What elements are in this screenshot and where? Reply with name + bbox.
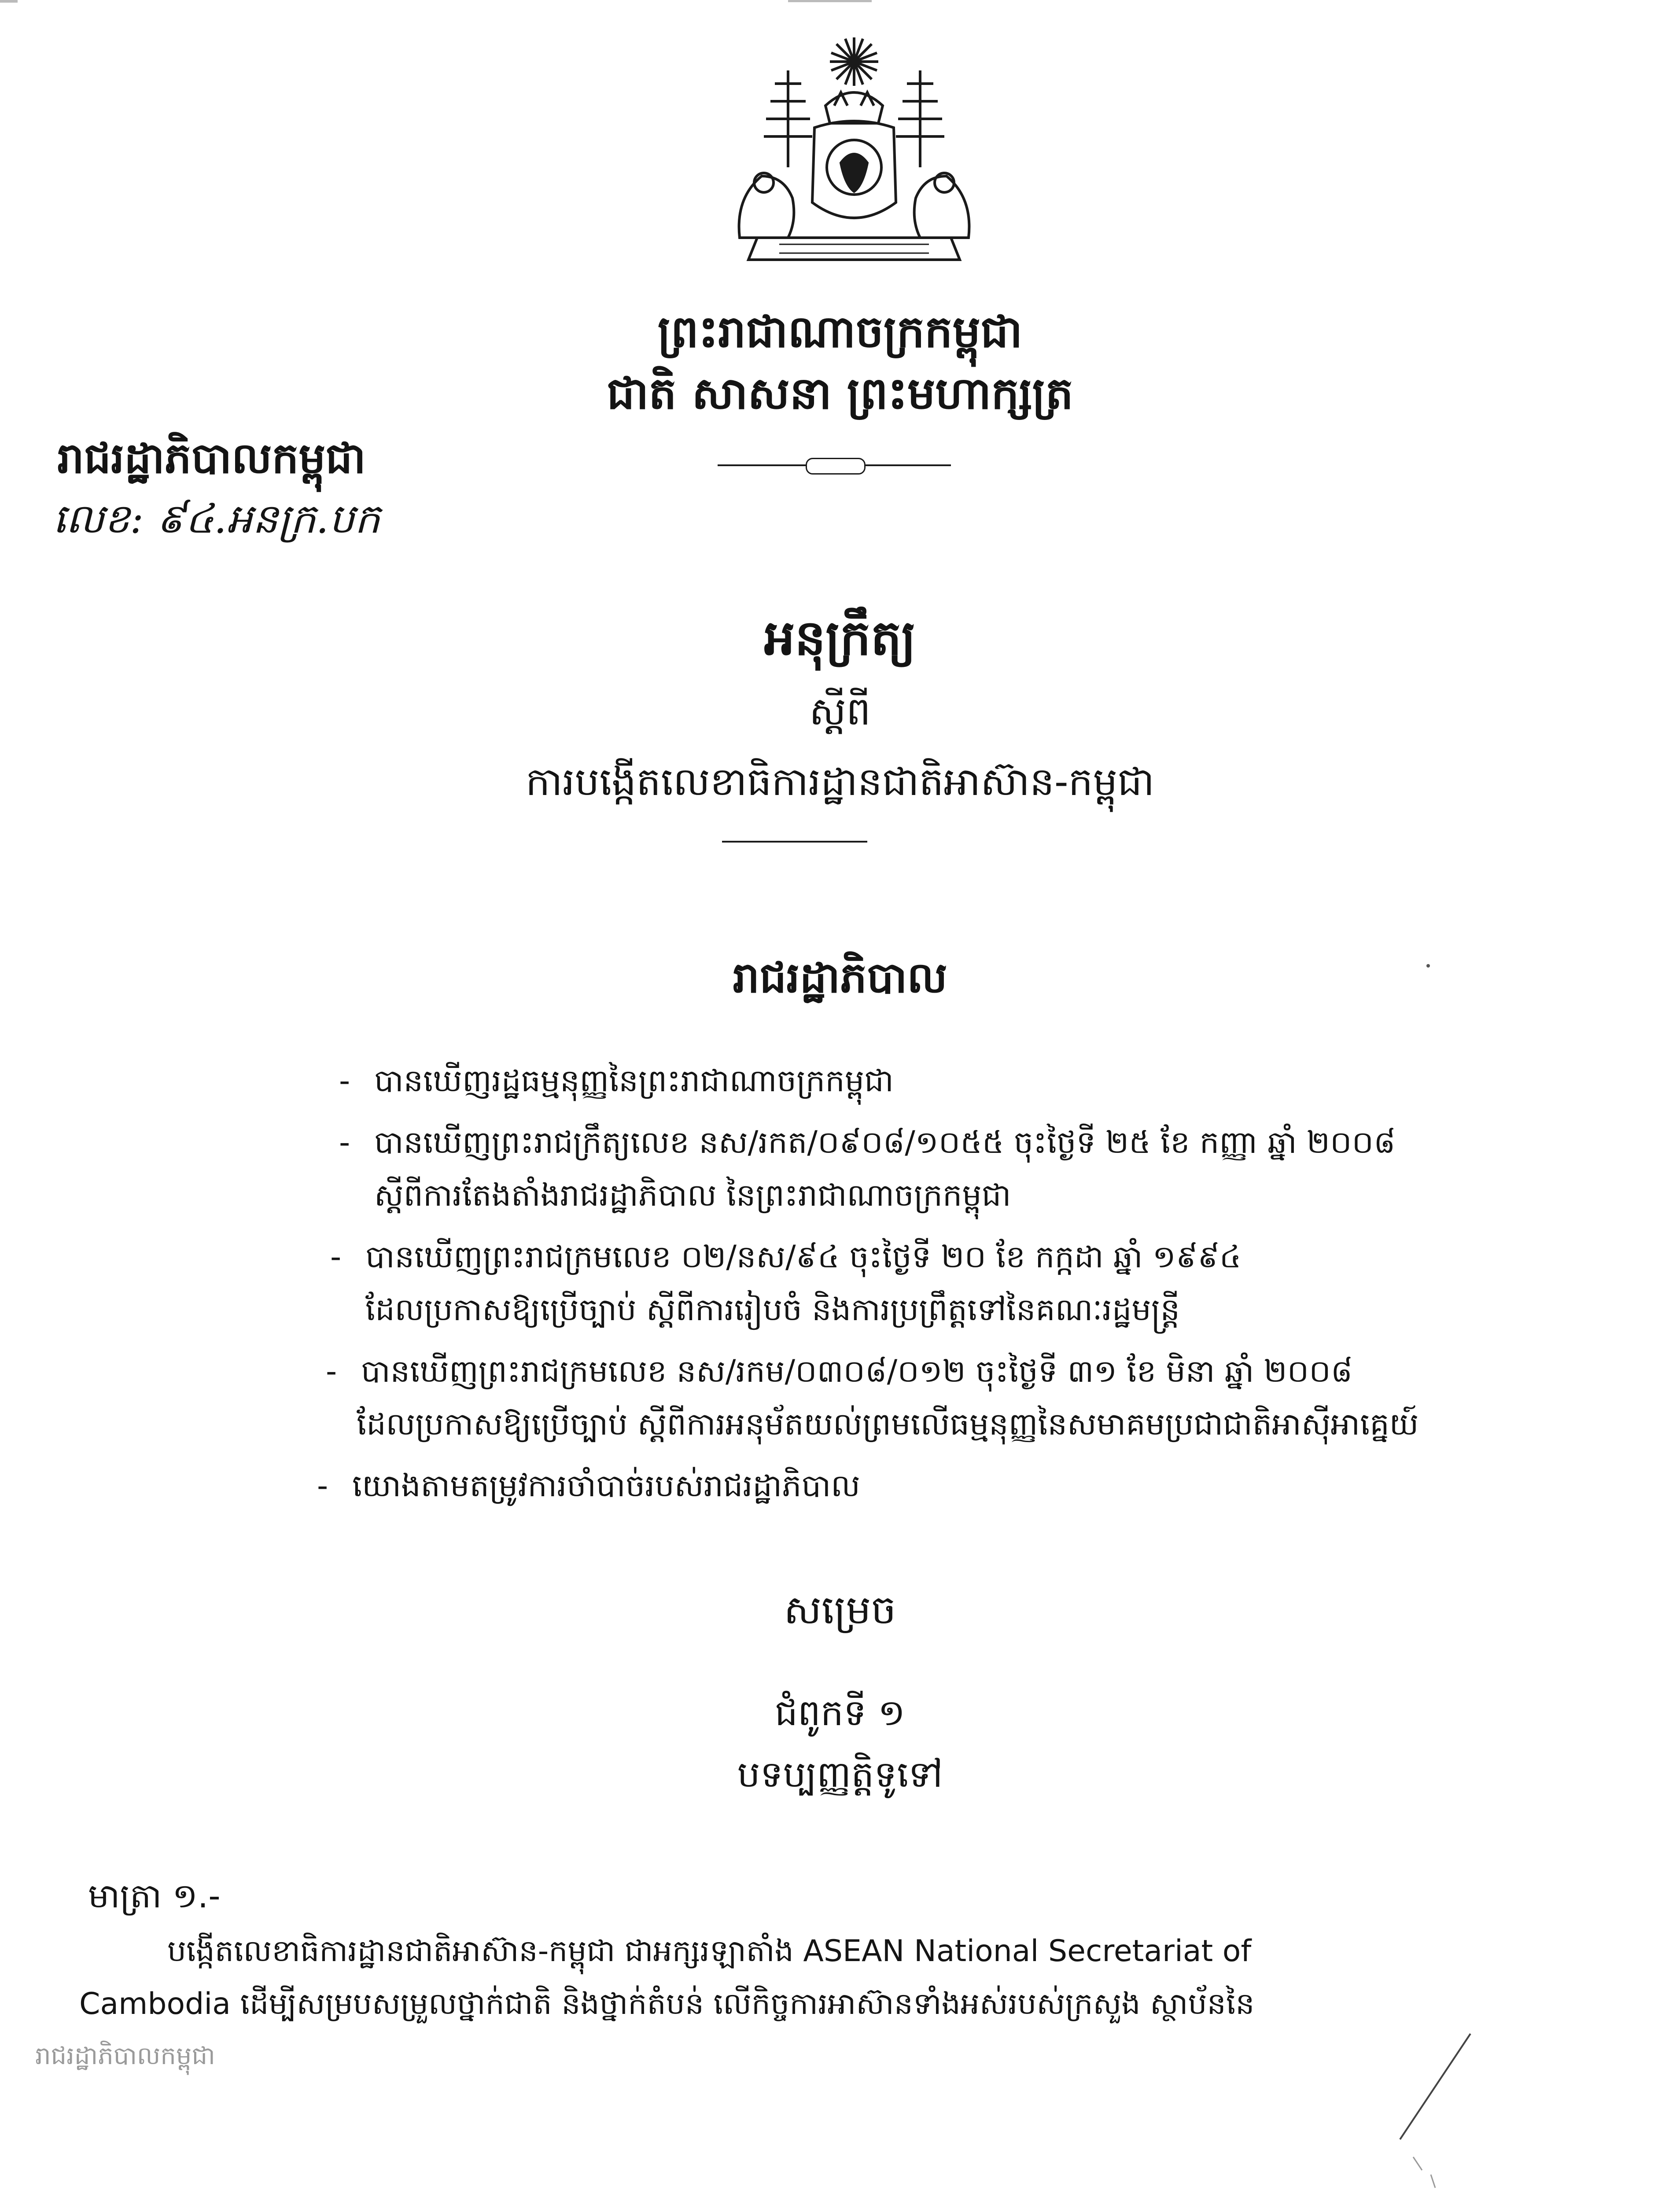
consideration-3: - បានឃើញព្រះរាជក្រមលេខ ០២/នស/៩៤ ចុះថ្ងៃទី ២០ ខែ កក្កដា ឆ្នាំ ១៩៩៤ [330,1239,1242,1275]
decision-heading: សម្រេច [784,1587,896,1633]
scan-dot [788,0,872,2]
title-divider [722,841,867,843]
document-subject: ការបង្កើតលេខាធិការដ្ឋានជាតិអាស៊ាន-កម្ពុជា [525,759,1155,804]
issuer-name: រាជរដ្ឋាភិបាលកម្ពុជា [57,434,366,483]
divider-ornament-icon [806,458,866,475]
authority-heading: រាជរដ្ឋាភិបាល [733,953,947,1002]
scan-dot [1426,964,1430,968]
royal-coat-of-arms-icon [722,31,986,277]
consideration-5: - យោងតាមតម្រូវការចាំបាច់របស់រាជរដ្ឋាភិបាល [317,1468,860,1504]
consideration-4: - បានឃើញព្រះរាជក្រមលេខ នស/រកម/០៣០៨/០១២ ចុះថ្ងៃទី ៣១ ខែ មិនា ឆ្នាំ ២០០៨ [326,1353,1353,1389]
article-text-line-3: រាជរដ្ឋាភិបាលកម្ពុជា [35,2042,215,2070]
consideration-2: - បានឃើញព្រះរាជក្រឹត្យលេខ នស/រកត/០៩០៨/១០៥៥ ចុះថ្ងៃទី ២៥ ខែ កញ្ញា ឆ្នាំ ២០០៨ [339,1124,1396,1160]
article-label: មាត្រា ១.- [88,1876,221,1915]
consideration-1: - បានឃើញរដ្ឋធម្មនុញ្ញនៃព្រះរាជាណាចក្រកម្ពុជា [339,1063,894,1099]
document-about: ស្តីពី [809,688,871,734]
article-text-line-1: បង្កើតលេខាធិការដ្ឋានជាតិអាស៊ាន-កម្ពុជា ជាអក្សរឡាតាំង ASEAN National Secretariat of [167,1934,1252,1969]
chapter-title: បទប្បញ្ញត្តិទូទៅ [737,1754,943,1796]
consideration-3-continued: ដែលប្រកាសឱ្យប្រើច្បាប់ ស្តីពីការរៀបចំ និងការប្រព្រឹត្តទៅនៃគណៈរដ្ឋមន្ត្រី [365,1292,1180,1328]
article-text-line-2: Cambodia ដើម្បីសម្របសម្រួលថ្នាក់ជាតិ និងថ្នាក់តំបន់ លើកិច្ចការអាស៊ានទាំងអស់របស់ក្រសួង ស្ថាប័ននៃ [79,1987,1255,2021]
national-motto: ជាតិ សាសនា ព្រះមហាក្សត្រ [607,368,1073,419]
consideration-2-continued: ស្តីពីការតែងតាំងរាជរដ្ឋាភិបាល នៃព្រះរាជាណាចក្រកម្ពុជា [374,1177,1011,1213]
document-type: អនុក្រឹត្យ [764,610,916,666]
pen-stroke-mark [1374,2025,1488,2201]
kingdom-title: ព្រះរាជាណាចក្រកម្ពុជា [657,306,1023,357]
scan-dot [0,0,18,3]
consideration-4-continued: ដែលប្រកាសឱ្យប្រើច្បាប់ ស្តីពីការអនុម័តយល់ព្រមលើធម្មនុញ្ញនៃសមាគមប្រជាជាតិអាស៊ីអាគ្នេយ៍ [357,1406,1419,1442]
chapter-number: ជំពូកទី ១ [774,1692,906,1734]
document-number: លេខ: ៩៤.អនក្រ.បក [53,495,380,542]
